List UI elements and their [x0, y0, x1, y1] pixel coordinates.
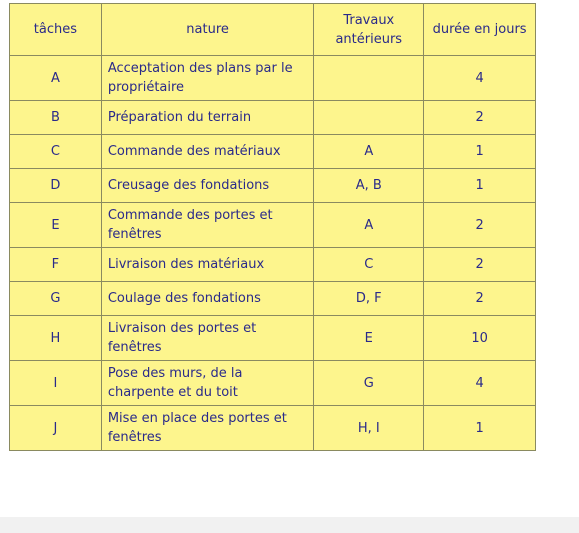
cell-duree: 4	[424, 56, 536, 101]
cell-tache: B	[10, 101, 102, 135]
table-header-row	[10, 4, 536, 56]
cell-travaux	[314, 56, 424, 101]
header-travaux-anterieurs: Travaux antérieurs	[314, 4, 424, 56]
table-row	[10, 169, 536, 203]
cell-tache: E	[10, 203, 102, 248]
table-row	[10, 56, 536, 101]
cell-duree: 2	[424, 101, 536, 135]
cell-travaux: A	[314, 203, 424, 248]
cell-nature: Mise en place des portes et fenêtres	[101, 406, 314, 451]
table-row	[10, 316, 536, 361]
cell-travaux: H, I	[314, 406, 424, 451]
table-row	[10, 282, 536, 316]
cell-tache: J	[10, 406, 102, 451]
cell-tache: D	[10, 169, 102, 203]
cell-nature: Commande des portes et fenêtres	[101, 203, 314, 248]
cell-nature: Commande des matériaux	[101, 135, 314, 169]
cell-nature: Livraison des matériaux	[101, 248, 314, 282]
cell-nature: Creusage des fondations	[101, 169, 314, 203]
cell-duree: 1	[424, 135, 536, 169]
cell-travaux: C	[314, 248, 424, 282]
cell-travaux	[314, 101, 424, 135]
cell-travaux: D, F	[314, 282, 424, 316]
table-row	[10, 361, 536, 406]
cell-travaux: G	[314, 361, 424, 406]
cell-duree: 2	[424, 248, 536, 282]
table-row	[10, 248, 536, 282]
bottom-bar	[0, 517, 579, 533]
header-taches: tâches	[10, 4, 102, 56]
cell-nature: Acceptation des plans par le propriétaire	[101, 56, 314, 101]
cell-tache: G	[10, 282, 102, 316]
cell-duree: 4	[424, 361, 536, 406]
table-row	[10, 101, 536, 135]
table-row	[10, 135, 536, 169]
cell-tache: A	[10, 56, 102, 101]
cell-travaux: A	[314, 135, 424, 169]
cell-tache: H	[10, 316, 102, 361]
cell-travaux: A, B	[314, 169, 424, 203]
cell-tache: F	[10, 248, 102, 282]
header-nature: nature	[101, 4, 314, 56]
cell-nature: Livraison des portes et fenêtres	[101, 316, 314, 361]
cell-travaux: E	[314, 316, 424, 361]
cell-tache: I	[10, 361, 102, 406]
table-row	[10, 406, 536, 451]
task-table	[9, 3, 536, 451]
cell-duree: 2	[424, 203, 536, 248]
cell-nature: Préparation du terrain	[101, 101, 314, 135]
cell-nature: Pose des murs, de la charpente et du toit	[101, 361, 314, 406]
header-duree: durée en jours	[424, 4, 536, 56]
cell-duree: 10	[424, 316, 536, 361]
cell-tache: C	[10, 135, 102, 169]
cell-duree: 1	[424, 406, 536, 451]
cell-nature: Coulage des fondations	[101, 282, 314, 316]
cell-duree: 2	[424, 282, 536, 316]
table-row	[10, 203, 536, 248]
cell-duree: 1	[424, 169, 536, 203]
